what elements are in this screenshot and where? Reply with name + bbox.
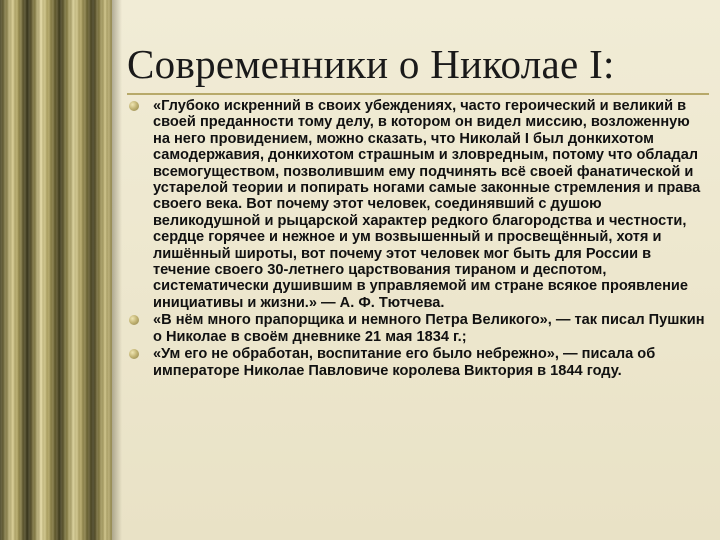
stripe-shadow (112, 0, 122, 540)
decorative-stripes (0, 0, 112, 540)
bullet-icon (129, 349, 139, 359)
bullet-text: «В нём много прапорщика и немного Петра Великого», — так писал Пушкин о Николае в своём дневнике 21 мая 1834 г.; (153, 312, 705, 345)
bullet-text: «Глубоко искренний в своих убеждениях, часто героический и великий в своей преданности тому делу, в котором он видел миссию, возложенную на него провидением, можно сказать, что Николай I был донкихотом самодержавия, донкихотом страшным и зловредным, потому что обладал всемогуществом, позволившим ему подчинять всё своей фанатической и устарелой теории и попирать ногами самые законные стремления и права своего века. Вот почему этот человек, соединявший с душою великодушной и рыцарской характер редкого благородства и честности, сердце горячее и нежное и ум возвышенный и просвещённый, хотя и лишённый широты, вот почему этот человек мог быть для России в течение своего 30-летнего царствования тираном и деспотом, систематически душившим в управляемой им стране всякое проявление инициативы и жизни.» — А. Ф. Тютчева. (153, 98, 701, 311)
bullet-item (127, 98, 709, 311)
bullet-text: «Ум его не обработан, воспитание его было небрежно», — писала об императоре Николае Павловиче королева Виктория в 1844 году. (153, 346, 656, 379)
bullet-list (127, 98, 709, 380)
slide-title: Современники о Николае I: (127, 41, 615, 87)
bullet-item (127, 346, 709, 379)
bullet-icon (129, 315, 139, 325)
title-divider (127, 93, 709, 95)
bullet-icon (129, 101, 139, 111)
bullet-item (127, 312, 709, 345)
